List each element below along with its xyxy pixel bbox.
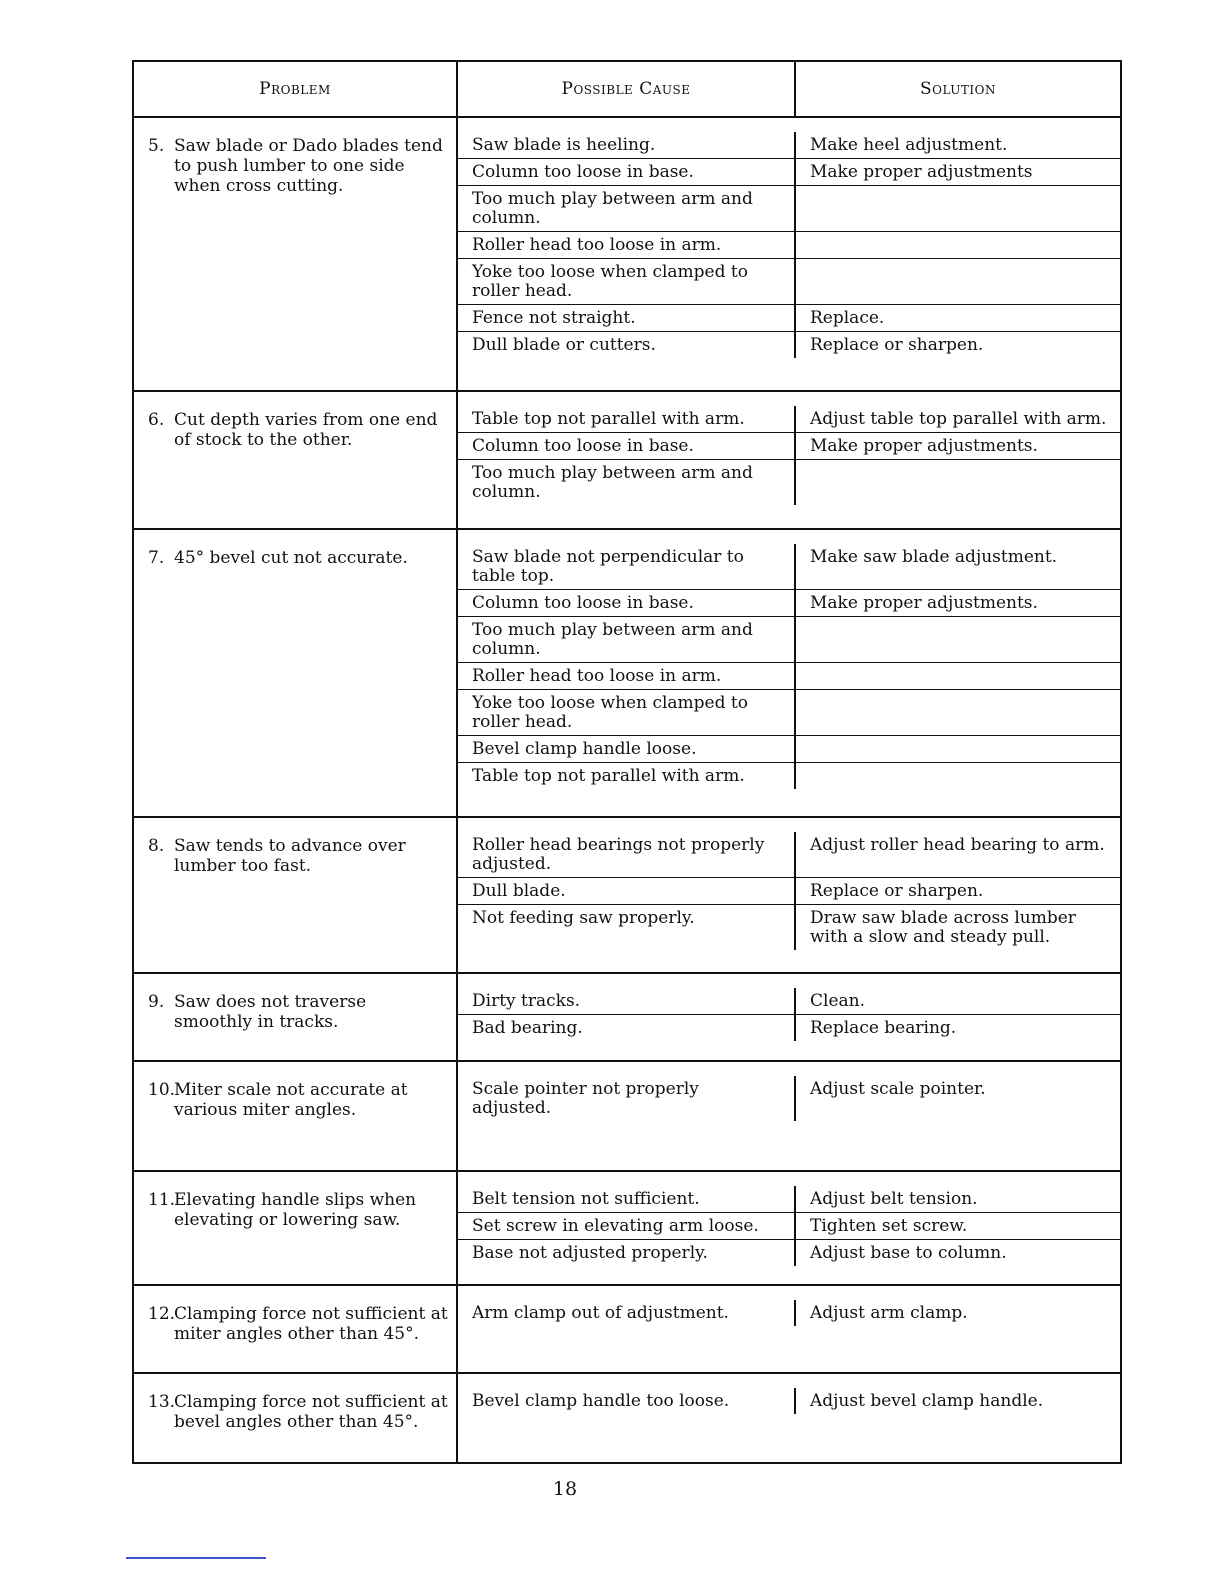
cause-solution-row [458,832,1120,877]
possible-cause: Dull blade. [458,878,796,904]
solution [796,690,1120,735]
cause-solution-list [458,392,1120,528]
solution: Replace or sharpen. [810,881,984,901]
cause-solution-row [458,185,1120,231]
problem-number: 8. [148,836,165,856]
cause-solution-list [458,530,1120,816]
problem-number: 5. [148,136,165,156]
possible-cause: Belt tension not sufficient. [458,1186,796,1212]
possible-cause: Roller head too loose in arm. [458,663,796,689]
solution: Adjust belt tension. [810,1189,978,1209]
solution [796,186,1120,231]
cause-solution-list [458,1374,1120,1462]
footer-rule [126,1557,266,1559]
cause-solution-row [458,735,1120,762]
cause-solution-row [458,331,1120,358]
problem-number: 6. [148,410,165,430]
problem-group [134,392,1120,530]
problem-cell [134,530,458,816]
possible-cause: Set screw in elevating arm loose. [458,1213,796,1239]
cause-solution-row [458,1300,1120,1326]
cause-solution-row [458,1212,1120,1239]
possible-cause: Bevel clamp handle too loose. [458,1388,796,1414]
possible-cause: Column too loose in base. [458,590,796,616]
cause-solution-row [458,304,1120,331]
solution: Make saw blade adjustment. [810,547,1058,567]
solution: Draw saw blade across lumber with a slow and steady pull. [810,908,1076,947]
problem-number: 10. [148,1080,176,1100]
solution: Tighten set screw. [810,1216,968,1236]
header-possible-cause: Possible Cause [458,62,796,116]
cause-solution-list [458,1062,1120,1170]
problem-number: 12. [148,1304,176,1324]
possible-cause: Saw blade is heeling. [458,132,796,158]
cause-solution-row [458,616,1120,662]
cause-solution-row [458,158,1120,185]
possible-cause: Fence not straight. [458,305,796,331]
problem-text: 45° bevel cut not accurate. [174,548,408,568]
problem-text: Saw does not traverse smoothly in tracks. [174,992,367,1032]
problem-cell [134,1062,458,1170]
solution [796,736,1120,762]
solution: Make proper adjustments [810,162,1033,182]
solution: Make proper adjustments. [810,436,1038,456]
problem-text: Saw tends to advance over lumber too fast. [174,836,406,876]
possible-cause: Table top not parallel with arm. [458,406,796,432]
possible-cause: Bad bearing. [458,1015,796,1041]
problem-number: 7. [148,548,165,568]
cause-solution-row [458,231,1120,258]
possible-cause: Table top not parallel with arm. [458,763,796,789]
cause-solution-row [458,762,1120,789]
problem-number: 11. [148,1190,176,1210]
problem-group [134,1374,1120,1462]
cause-solution-list [458,818,1120,972]
cause-solution-row [458,877,1120,904]
possible-cause: Dull blade or cutters. [458,332,796,358]
problem-group [134,1062,1120,1172]
problem-cell [134,818,458,972]
solution: Adjust scale pointer. [810,1079,986,1099]
cause-solution-row [458,1239,1120,1266]
possible-cause: Base not adjusted properly. [458,1240,796,1266]
cause-solution-row [458,689,1120,735]
problem-group [134,1286,1120,1374]
solution: Adjust roller head bearing to arm. [810,835,1105,855]
solution: Make heel adjustment. [810,135,1008,155]
solution: Clean. [810,991,865,1011]
possible-cause: Roller head bearings not properly adjusted. [458,832,796,877]
solution [796,663,1120,689]
solution: Adjust arm clamp. [810,1303,968,1323]
solution [796,617,1120,662]
solution [796,460,1120,505]
problem-cell [134,392,458,528]
possible-cause: Bevel clamp handle loose. [458,736,796,762]
solution: Adjust base to column. [810,1243,1007,1263]
cause-solution-row [458,662,1120,689]
possible-cause: Column too loose in base. [458,433,796,459]
table-body [134,118,1120,1462]
solution: Adjust table top parallel with arm. [810,409,1107,429]
problem-text: Saw blade or Dado blades tend to push lumber to one side when cross cutting. [174,136,443,196]
problem-number: 9. [148,992,165,1012]
possible-cause: Yoke too loose when clamped to roller head. [458,259,796,304]
cause-solution-row [458,1388,1120,1414]
problem-group [134,530,1120,818]
problem-cell [134,118,458,390]
header-problem: Problem [134,62,458,116]
solution [796,232,1120,258]
problem-group [134,118,1120,392]
problem-cell [134,974,458,1060]
cause-solution-row [458,904,1120,950]
problem-text: Elevating handle slips when elevating or lowering saw. [174,1190,417,1230]
cause-solution-row [458,432,1120,459]
problem-number: 13. [148,1392,176,1412]
possible-cause: Roller head too loose in arm. [458,232,796,258]
possible-cause: Not feeding saw properly. [458,905,796,950]
solution: Replace. [810,308,885,328]
possible-cause: Too much play between arm and column. [458,460,796,505]
page-number: 18 [552,1478,578,1500]
cause-solution-row [458,589,1120,616]
possible-cause: Too much play between arm and column. [458,186,796,231]
solution: Replace bearing. [810,1018,957,1038]
possible-cause: Arm clamp out of adjustment. [458,1300,796,1326]
cause-solution-row [458,258,1120,304]
cause-solution-row [458,459,1120,505]
problem-text: Miter scale not accurate at various miter angles. [174,1080,408,1120]
problem-cell [134,1172,458,1284]
cause-solution-row [458,1076,1120,1121]
cause-solution-row [458,544,1120,589]
header-solution: Solution [920,79,996,99]
cause-solution-list [458,1172,1120,1284]
solution [796,763,1120,789]
problem-cell [134,1374,458,1462]
problem-cell [134,1286,458,1372]
cause-solution-list [458,1286,1120,1372]
cause-solution-list [458,118,1120,390]
troubleshooting-table [132,60,1122,1464]
cause-solution-row [458,988,1120,1014]
possible-cause: Column too loose in base. [458,159,796,185]
possible-cause: Dirty tracks. [458,988,796,1014]
solution: Replace or sharpen. [810,335,984,355]
cause-solution-row [458,132,1120,158]
cause-solution-row [458,1186,1120,1212]
table-header [134,62,1120,118]
problem-group [134,1172,1120,1286]
problem-text: Cut depth varies from one end of stock to the other. [174,410,438,450]
cause-solution-row [458,406,1120,432]
problem-group [134,818,1120,974]
solution: Adjust bevel clamp handle. [810,1391,1044,1411]
cause-solution-list [458,974,1120,1060]
problem-group [134,974,1120,1062]
possible-cause: Scale pointer not properly adjusted. [458,1076,796,1121]
problem-text: Clamping force not sufficient at bevel angles other than 45°. [174,1392,448,1432]
solution [796,259,1120,304]
possible-cause: Too much play between arm and column. [458,617,796,662]
possible-cause: Yoke too loose when clamped to roller head. [458,690,796,735]
problem-text: Clamping force not sufficient at miter angles other than 45°. [174,1304,448,1344]
possible-cause: Saw blade not perpendicular to table top. [458,544,796,589]
solution: Make proper adjustments. [810,593,1038,613]
cause-solution-row [458,1014,1120,1041]
